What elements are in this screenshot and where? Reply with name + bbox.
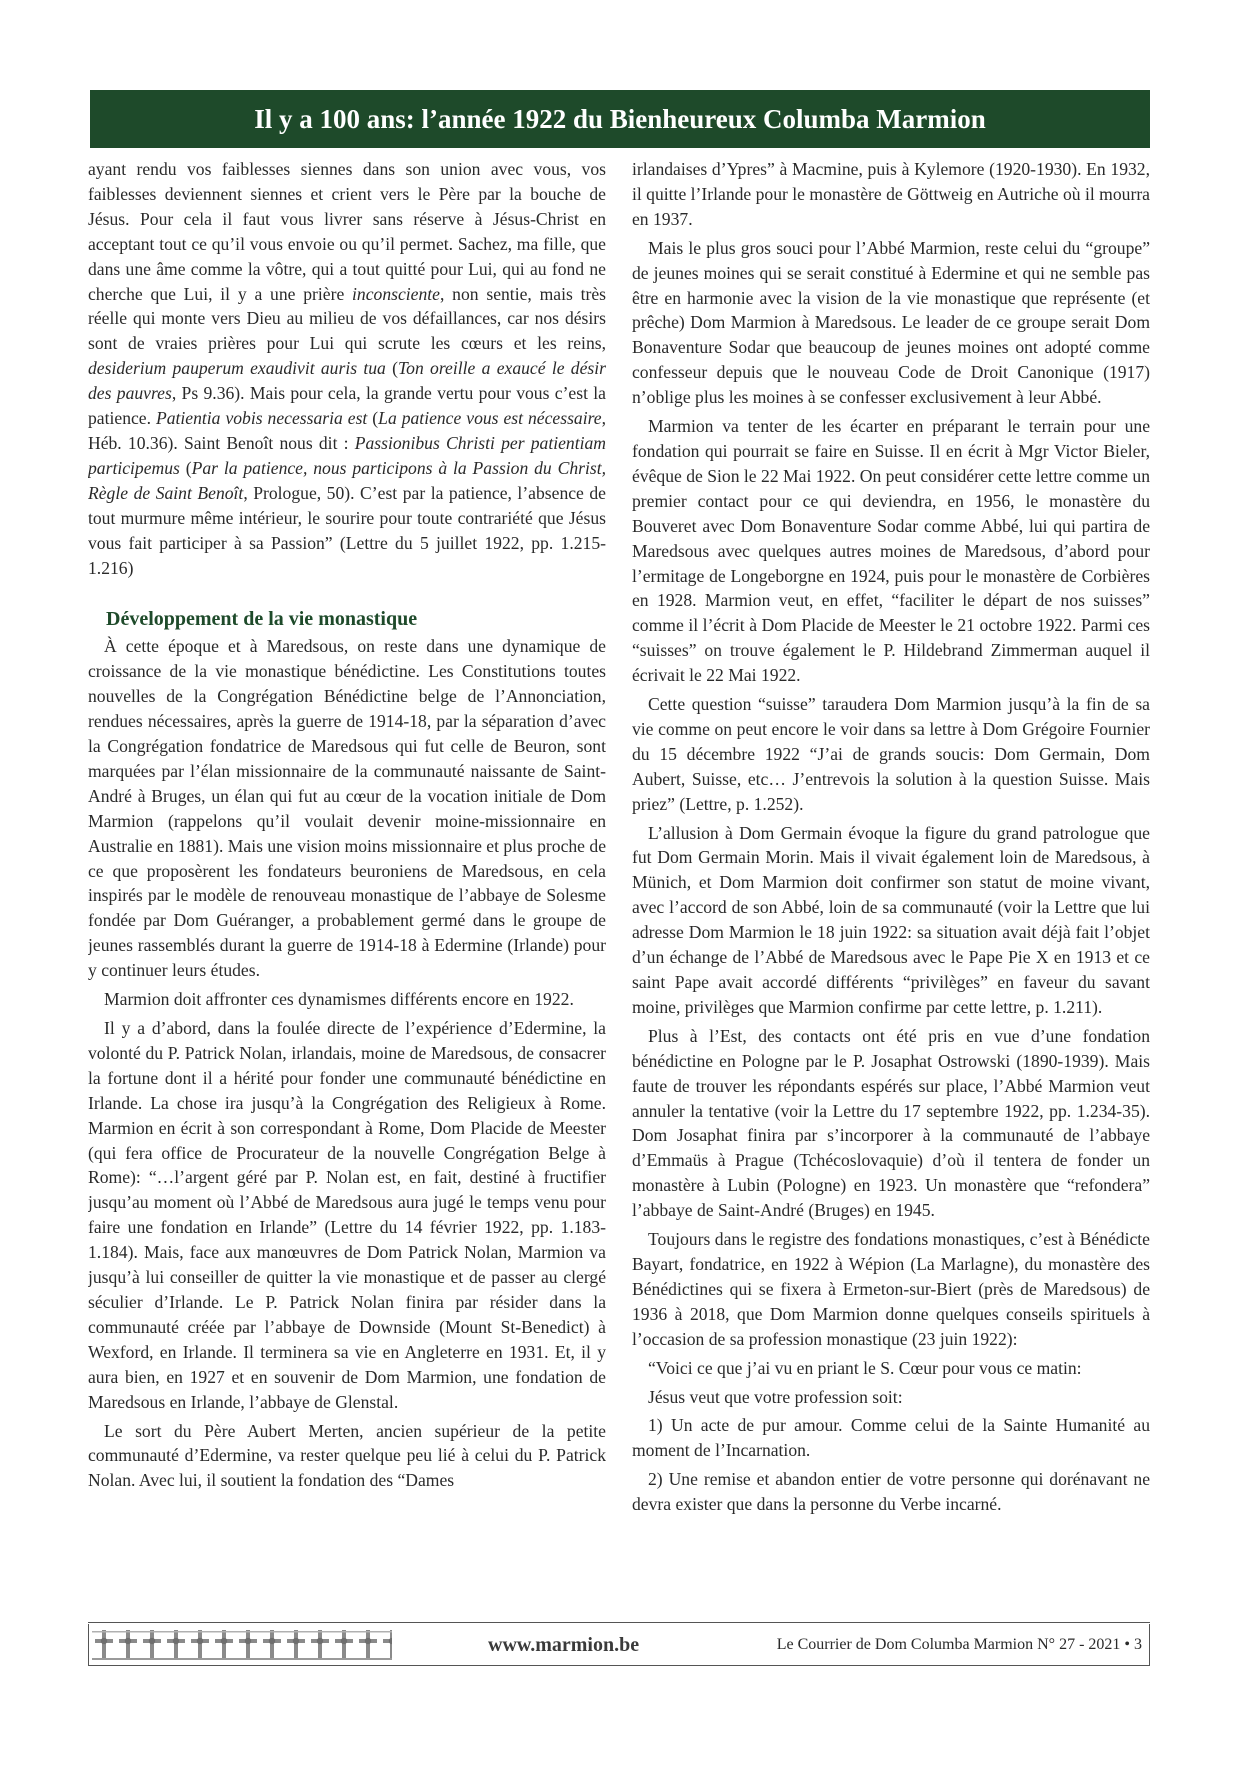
website-link[interactable]: www.marmion.be [488, 1634, 640, 1656]
page-title: Il y a 100 ans: l’année 1922 du Bienheureux Columba Marmion [254, 104, 986, 134]
paragraph: 1) Un acte de pur amour. Comme celui de la Sainte Humanité au moment de l’Incarnation. [632, 1415, 1150, 1461]
paragraph: Mais le plus gros souci pour l’Abbé Marmion, reste celui du “groupe” de jeunes moines qui se serait constitué à Edermine et qui ne semble pas être en harmonie avec la vision de la vie monastique que représente (et prêche) Dom Marmion à Maredsous. Le leader de ce groupe serait Dom Bonaventure Sodar que beaucoup de jeunes moines ont adopté comme confesseur depuis que le nouveau Code de Droit Canonique (1917) n’oblige plus les moines à se confesser exclusivement à leur Abbé. [632, 237, 1150, 408]
left-column [88, 157, 606, 1607]
paragraph: L’allusion à Dom Germain évoque la figure du grand patrologue que fut Dom Germain Morin. Mais il vivait également loin de Maredsous, à Münich, et Dom Marmion doit confirmer son statut de moine vivant, avec l’accord de son Abbé, loin de sa communauté (voir la Lettre que lui adresse Dom Marmion le 18 juin 1922: sa situation avait déjà fait l’objet d’un échange de l’Abbé de Maredsous avec le Pape Pie X en 1913 et ce saint Pape avait accordé différents “privilèges” en faveur du savant moine, privilèges que Marmion confirme par cette lettre, p. 1.211). [632, 822, 1150, 1017]
paragraph: Jésus veut que votre profession soit: [648, 1386, 903, 1407]
paragraph: irlandaises d’Ypres” à Macmine, puis à Kylemore (1920-1930). En 1932, il quitte l’Irlande pour le monastère de Göttweig en Autriche où il mourra en 1937. [632, 159, 1150, 229]
paragraph: Marmion doit affronter ces dynamismes différents encore en 1922. [104, 989, 574, 1010]
paragraph: ayant rendu vos faiblesses siennes dans son union avec vous, vos faiblesses deviennent siennes et crient vers le Père par la bouche de Jésus. Pour cela il faut vous livrer sans réserve à Jésus-Christ en acceptant tout ce qu’il vous envoie ou qu’il permet. Sachez, ma fille, que dans une âme comme la vôtre, qui a tout quitté pour Lui, qui au fond ne cherche que Lui, il y a une prière inconsciente, non sentie, mais très réelle qui monte vers Dieu au milieu de vos défaillances, car nos désirs sont de vraies prières pour Lui qui scrute les cœurs et les reins, desiderium pauperum exaudivit auris tua (Ton oreille a exaucé le désir des pauvres, Ps 9.36). Mais pour cela, la grande vertu pour vous c’est la patience. Patientia vobis necessaria est (La patience vous est nécessaire, Héb. 10.36). Saint Benoît nous dit : Passionibus Christi per patientiam participemus (Par la patience, nous participons à la Passion du Christ, Règle de Saint Benoît, Prologue, 50). C’est par la patience, l’absence de tout murmure même intérieur, le sourire pour toute contrariété que Jésus vous fait participer à sa Passion” (Lettre du 5 juillet 1922, pp. 1.215-1.216) [88, 159, 606, 578]
right-column [632, 157, 1150, 1607]
footer-rule [88, 1622, 1150, 1623]
paragraph: Plus à l’Est, des contacts ont été pris en vue d’une fondation bénédictine en Pologne par le P. Josaphat Ostrowski (1890-1939). Mais faute de trouver les répondants espérés sur place, l’Abbé Marmion veut annuler la tentative (voir la Lettre du 17 septembre 1922, pp. 1.234-35). Dom Josaphat finira par s’incorporer à la communauté de l’abbaye d’Emmaüs à Prague (Tchécoslovaquie) d’où il tentera de fonder un monastère à Lubin (Pologne) en 1923. Un monastère que “refondera” l’abbaye de Saint-André (Bruges) en 1945. [632, 1025, 1150, 1221]
paragraph: Cette question “suisse” taraudera Dom Marmion jusqu’à la fin de sa vie comme on peut encore le voir dans sa lettre à Dom Grégoire Fournier du 15 décembre 1922 “J’ai de grands soucis: Dom Germain, Dom Aubert, Suisse, etc… J’entrevois la solution à la question Suisse. Mais priez” (Lettre, p. 1.252). [632, 694, 1150, 814]
paragraph: À cette époque et à Maredsous, on reste dans une dynamique de croissance de la vie monastique bénédictine. Les Constitutions toutes nouvelles de la Congrégation Bénédictine belge de l’Annonciation, rendues nécessaires, après la guerre de 1914-18, par la séparation d’avec la Congrégation fondatrice de Maredsous qui fut celle de Beuron, sont marquées par l’élan missionnaire de la communauté naissante de Saint-André à Bruges, un élan qui fut au cœur de la vocation initiale de Dom Marmion (rappelons qu’il voulait devenir moine-missionnaire en Australie en 1881). Mais une vision moins missionnaire et plus proche de ce que proposèrent les fondateurs beuroniens de Maredsous, en cela inspirés par le modèle de renouveau monastique de l’abbaye de Solesme fondée par Dom Guéranger, a probablement germé dans le groupe de jeunes rassemblés durant la guerre de 1914-18 à Edermine (Irlande) pour y continuer leurs études. [88, 636, 606, 981]
issue-info: Le Courrier de Dom Columba Marmion N° 27 - 2021 • 3 [776, 1636, 1142, 1653]
paragraph: Le sort du Père Aubert Merten, ancien supérieur de la petite communauté d’Edermine, va rester quelque peu lié à celui du P. Patrick Nolan. Avec lui, il soutient la fondation des “Dames [88, 1420, 606, 1491]
paragraph: “Voici ce que j’ai vu en priant le S. Cœur pour vous ce matin: [648, 1357, 1082, 1378]
cross-ornament-icon [92, 1628, 392, 1662]
paragraph: 2) Une remise et abandon entier de votre personne qui dorénavant ne devra exister que dans la personne du Verbe incarné. [632, 1469, 1150, 1515]
paragraph: Il y a d’abord, dans la foulée directe de l’expérience d’Edermine, la volonté du P. Patrick Nolan, irlandais, moine de Maredsous, de consacrer la fortune dont il a hérité pour fonder une communauté bénédictine en Irlande. La chose ira jusqu’à la Congrégation des Religieux à Rome. Marmion en écrit à son correspondant à Rome, Dom Placide de Meester (qui fera office de Procurateur de la nouvelle Congrégation Belge à Rome): “…l’argent géré par P. Nolan est, en fait, destiné à fructifier jusqu’au moment où l’Abbé de Maredsous aura jugé le temps venu pour faire une fondation en Irlande” (Lettre du 14 février 1922, pp. 1.183-1.184). Mais, face aux manœuvres de Dom Patrick Nolan, Marmion va jusqu’à lui conseiller de quitter la vie monastique et de passer au clergé séculier d’Irlande. Le P. Patrick Nolan finira par résider dans la communauté créée par l’abbaye de Downside (Mount St-Benedict) à Wexford, en Irlande. Il terminera sa vie en Angleterre en 1931. Et, il y aura bien, en 1927 et en souvenir de Dom Marmion, une fondation de Maredsous en Irlande, l’abbaye de Glenstal. [88, 1018, 606, 1412]
section-heading: Développement de la vie monastique [106, 608, 418, 631]
paragraph: Marmion va tenter de les écarter en préparant le terrain pour une fondation qui pourrait se faire en Suisse. Il en écrit à Mgr Victor Bieler, évêque de Sion le 22 Mai 1922. On peut considérer cette lettre comme un premier contact pour ce qui deviendra, en 1956, le monastère du Bouveret avec Dom Bonaventure Sodar comme Abbé, lui qui partira de Maredsous avec quelques autres moines de Maredsous, d’abord pour l’ermitage de Longeborgne en 1924, puis pour le monastère de Corbières en 1928. Marmion veut, en effet, “faciliter le départ de nos suisses” comme il l’écrit à Dom Placide de Meester le 21 octobre 1922. Parmi ces “suisses” on trouve également le P. Hildebrand Zimmerman auquel il écrivait le 22 Mai 1922. [632, 416, 1150, 686]
paragraph: Toujours dans le registre des fondations monastiques, c’est à Bénédicte Bayart, fondatrice, en 1922 à Wépion (La Marlagne), du monastère des Bénédictines qui se fixera à Ermeton-sur-Biert (près de Maredsous) de 1936 à 2018, que Dom Marmion donne quelques conseils spirituels à l’occasion de sa profession monastique (23 juin 1922): [632, 1229, 1150, 1349]
